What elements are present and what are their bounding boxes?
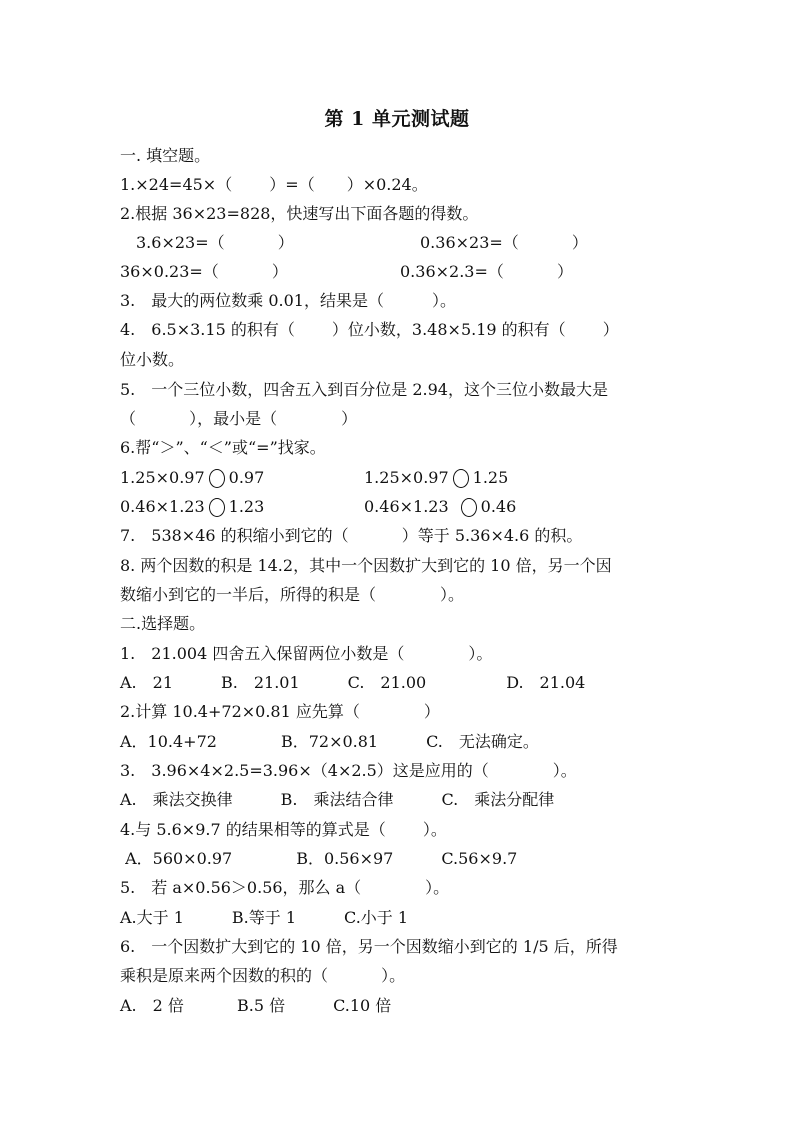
question-2-4-options: A．560×0.97 B．0.56×97 C.56×9.7: [120, 849, 518, 868]
page-title: 第 1 单元测试题: [324, 108, 470, 130]
compare-circle[interactable]: [209, 469, 225, 488]
compare-value: 0.46: [480, 497, 517, 516]
question-2-5: 5. 若 a×0.56＞0.56，那么 a（ ）。: [120, 878, 450, 897]
compare-row-1-left: [120, 468, 264, 488]
compare-expression: 0.46×1.23: [120, 497, 205, 516]
question-1-7: 7. 538×46 的积缩小到它的（ ）等于 5.36×4.6 的积。: [120, 526, 583, 545]
compare-expression: 0.46×1.23: [364, 497, 449, 516]
question-1-8-line2: 数缩小到它的一半后，所得的积是（ ）。: [120, 585, 465, 604]
compare-expression: 1.25×0.97: [120, 468, 205, 487]
question-2-5-options: A.大于 1 B.等于 1 C.小于 1: [120, 908, 409, 927]
question-2-6-line1: 6. 一个因数扩大到它的 10 倍，另一个因数缩小到它的 1/5 后，所得: [120, 937, 618, 956]
question-2-1: 1. 21.004 四舍五入保留两位小数是（ ）。: [120, 644, 493, 663]
compare-expression: 1.25×0.97: [364, 468, 449, 487]
question-2-3-options: A. 乘法交换律 B. 乘法结合律 C. 乘法分配律: [120, 790, 555, 809]
question-1-4-line1: 4. 6.5×3.15 的积有（ ）位小数，3.48×5.19 的积有（ ）: [120, 320, 619, 339]
question-1-2b: 0.36×23=（ ）: [420, 233, 588, 252]
compare-circle[interactable]: [461, 498, 477, 517]
question-1-2c: 36×0.23=（ ）: [120, 262, 288, 281]
question-2-1-options: A. 21 B. 21.01 C. 21.00 D. 21.04: [120, 673, 586, 692]
question-1-4-line2: 位小数。: [120, 350, 185, 369]
section-heading-multiple-choice: 二.选择题。: [120, 614, 206, 633]
question-1-5-line2: （ ），最小是（ ）: [120, 409, 358, 428]
question-1-3: 3. 最大的两位数乘 0.01，结果是（ ）。: [120, 291, 456, 310]
question-1-5-line1: 5. 一个三位小数，四舍五入到百分位是 2.94，这个三位小数最大是: [120, 380, 608, 399]
question-1-8-line1: 8. 两个因数的积是 14.2，其中一个因数扩大到它的 10 倍，另一个因: [120, 556, 612, 575]
compare-value: 1.23: [228, 497, 265, 516]
compare-row-2-right: [364, 497, 516, 517]
section-heading-fill-in: 一. 填空题。: [120, 146, 211, 165]
question-1-2: 2.根据 36×23=828，快速写出下面各题的得数。: [120, 204, 479, 223]
question-1-2a: 3.6×23=（ ）: [136, 233, 294, 252]
compare-circle[interactable]: [209, 498, 225, 517]
question-2-2: 2.计算 10.4+72×0.81 应先算（ ）: [120, 702, 440, 721]
question-2-3: 3. 3.96×4×2.5=3.96×（4×2.5）这是应用的（ ）。: [120, 761, 577, 780]
question-1-1: 1.×24=45×（ ）=（ ）×0.24。: [120, 175, 428, 194]
compare-row-2-left: [120, 497, 264, 517]
compare-row-1-right: [364, 468, 508, 488]
compare-value: 1.25: [472, 468, 509, 487]
question-1-6: 6.帮“＞”、“＜”或“=”找家。: [120, 438, 326, 457]
question-2-2-options: A．10.4+72 B．72×0.81 C. 无法确定。: [120, 732, 539, 751]
compare-value: 0.97: [228, 468, 265, 487]
question-2-6-options: A. 2 倍 B.5 倍 C.10 倍: [120, 996, 392, 1015]
question-2-6-line2: 乘积是原来两个因数的积的（ ）。: [120, 966, 406, 985]
compare-circle[interactable]: [453, 469, 469, 488]
question-2-4: 4.与 5.6×9.7 的结果相等的算式是（ ）。: [120, 820, 447, 839]
question-1-2d: 0.36×2.3=（ ）: [400, 262, 573, 281]
